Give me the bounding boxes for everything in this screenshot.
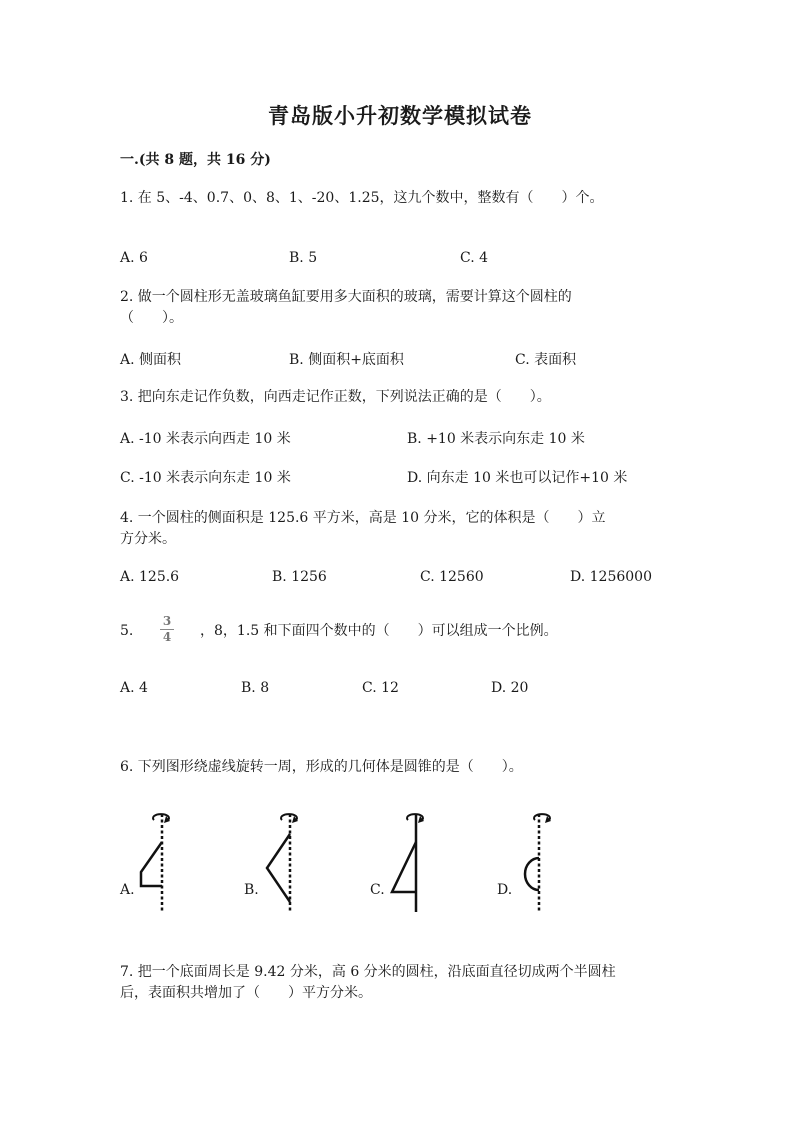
figure-d-shape [515,812,555,916]
q2-option-c: C. 表面积 [515,352,577,368]
question-2-line-2: （ ）。 [120,310,183,326]
q1-option-b: B. 5 [289,250,318,266]
q6-option-a-label: A. [120,882,135,898]
figure-a-shape [136,812,176,916]
q1-option-a: A. 6 [120,250,148,266]
question-7-line-2: 后，表面积共增加了（ ）平方分米。 [120,985,372,1001]
q4-option-b: B. 1256 [272,569,327,585]
q3-option-a: A. -10 米表示向西走 10 米 [120,431,291,447]
q5-option-c: C. 12 [362,680,399,696]
q6-option-c-label: C. [370,882,385,898]
question-1-text: 1. 在 5、-4、0.7、0、8、1、-20、1.25，这九个数中，整数有（ ）个。 [120,190,604,206]
q3-option-c: C. -10 米表示向东走 10 米 [120,470,291,486]
q2-option-b: B. 侧面积+底面积 [289,352,404,368]
q4-option-a: A. 125.6 [120,569,180,585]
section-heading: 一.(共 8 题，共 16 分) [120,152,271,168]
question-5-text: ，8，1.5 和下面四个数中的（ ）可以组成一个比例。 [200,623,558,639]
question-2-line-1: 2. 做一个圆柱形无盖玻璃鱼缸要用多大面积的玻璃，需要计算这个圆柱的 [120,289,572,305]
fraction-denominator: 4 [162,630,172,644]
question-5-number: 5. [120,623,134,639]
fraction-three-quarters [160,615,174,644]
q6-option-b-label: B. [244,882,259,898]
q6-option-d-label: D. [497,882,513,898]
q4-option-d: D. 1256000 [570,569,652,585]
q5-option-a: A. 4 [120,680,148,696]
q3-option-d: D. 向东走 10 米也可以记作+10 米 [407,470,628,486]
q4-option-c: C. 12560 [420,569,484,585]
q3-option-b: B. +10 米表示向东走 10 米 [407,431,585,447]
page-title: 青岛版小升初数学模拟试卷 [268,103,532,128]
q2-option-a: A. 侧面积 [120,352,182,368]
fraction-numerator: 3 [162,614,172,628]
question-3-text: 3. 把向东走记作负数，向西走记作正数，下列说法正确的是（ ）。 [120,389,551,405]
figure-b-shape [262,812,302,916]
q5-option-d: D. 20 [491,680,529,696]
question-4-line-1: 4. 一个圆柱的侧面积是 125.6 平方米，高是 10 分米，它的体积是（ ）立 [120,510,606,526]
question-4-line-2: 方分米。 [120,531,176,547]
q5-option-b: B. 8 [241,680,270,696]
q1-option-c: C. 4 [460,250,489,266]
question-7-line-1: 7. 把一个底面周长是 9.42 分米，高 6 分米的圆柱，沿底面直径切成两个半圆柱 [120,964,616,980]
figure-c-shape [388,812,428,916]
question-6-text: 6. 下列图形绕虚线旋转一周，形成的几何体是圆锥的是（ ）。 [120,759,523,775]
